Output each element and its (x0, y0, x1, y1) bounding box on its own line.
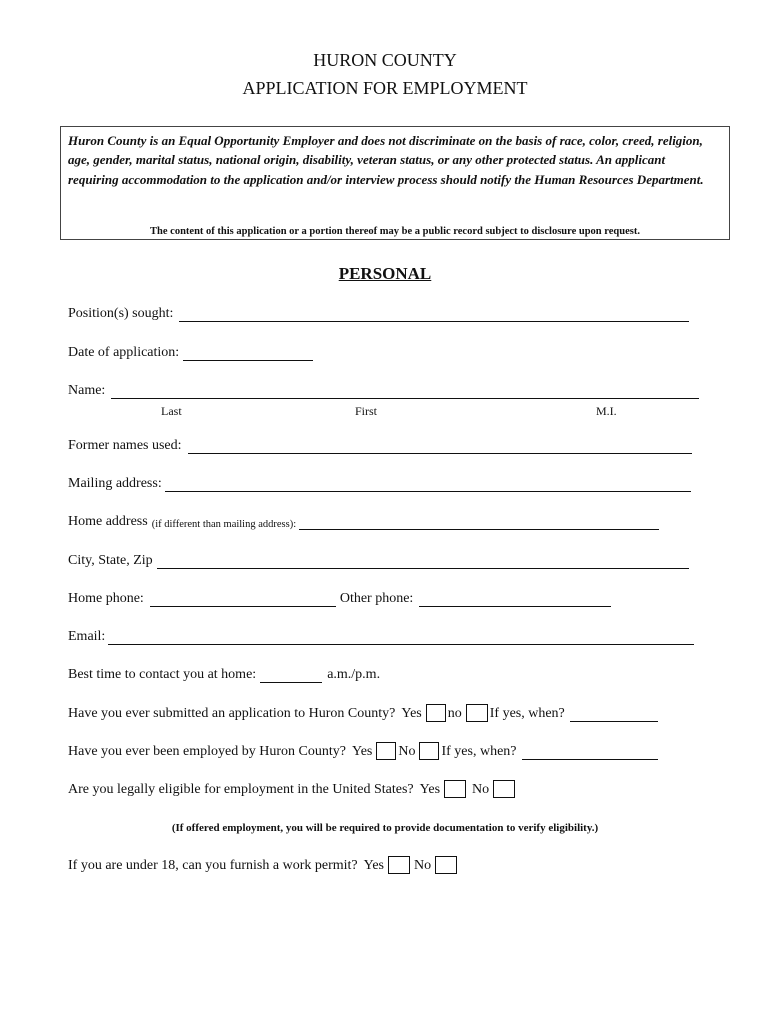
name-mi-caption: M.I. (596, 404, 617, 418)
question-eligible-yes-label: Yes (419, 782, 441, 797)
question-applied-no-checkbox[interactable] (466, 704, 488, 722)
question-eligible-row (68, 780, 517, 798)
city-row (68, 553, 689, 569)
question-permit-yes-label: Yes (363, 858, 384, 873)
date-input[interactable] (183, 346, 313, 361)
name-label: Name: (68, 383, 106, 398)
question-employed-row (68, 742, 658, 760)
question-eligible-text: Are you legally eligible for employment in the United States? (68, 782, 414, 797)
eeo-notice-box (60, 126, 730, 240)
question-eligible-no-checkbox[interactable] (493, 780, 515, 798)
mailing-input[interactable] (165, 477, 691, 492)
question-permit-text: If you are under 18, can you furnish a work permit? (68, 858, 358, 873)
question-employed-no-label: No (398, 744, 416, 759)
question-permit-row (68, 856, 459, 874)
name-first-caption: First (355, 404, 378, 418)
section-heading-personal: PERSONAL (338, 264, 432, 283)
question-permit-yes-checkbox[interactable] (388, 856, 410, 874)
name-last-caption: Last (161, 404, 182, 418)
question-applied-yes-label: Yes (401, 706, 422, 721)
question-employed-when-label: If yes, when? (441, 744, 517, 759)
home-address-input[interactable] (299, 515, 659, 530)
question-permit-no-label: No (414, 858, 432, 873)
question-employed-no-checkbox[interactable] (419, 742, 439, 760)
home-address-note: (if different than mailing address): (151, 519, 297, 530)
name-input[interactable] (111, 384, 699, 399)
question-permit-no-checkbox[interactable] (435, 856, 457, 874)
question-employed-text: Have you ever been employed by Huron County? (68, 744, 346, 759)
city-label: City, State, Zip (68, 553, 153, 568)
eligibility-note: (If offered employment, you will be required to provide documentation to verify eligibility.) (171, 822, 599, 834)
question-eligible-no-label: No (472, 782, 490, 797)
eeo-notice-text: Huron County is an Equal Opportunity Employer and does not discriminate on the basis of race, color, creed, religion, age, gender, marital status, national origin, disability, veteran status, or any other protected status. An applicant requiring accommodation to the application and/or interview process should notify the Human Resources Department. (68, 133, 704, 187)
phone-row (68, 591, 611, 607)
position-input[interactable] (179, 307, 689, 322)
question-employed-yes-label: Yes (351, 744, 373, 759)
home-phone-label: Home phone: (68, 591, 144, 606)
form-subtitle: APPLICATION FOR EMPLOYMENT (242, 78, 528, 98)
form-title: HURON COUNTY (313, 50, 457, 70)
date-label: Date of application: (68, 345, 180, 360)
former-names-input[interactable] (188, 439, 692, 454)
question-eligible-yes-checkbox[interactable] (444, 780, 466, 798)
best-time-label: Best time to contact you at home: (68, 667, 257, 682)
question-applied-yes-checkbox[interactable] (426, 704, 446, 722)
email-row (68, 629, 694, 645)
city-input[interactable] (157, 554, 689, 569)
question-employed-yes-checkbox[interactable] (376, 742, 396, 760)
position-label: Position(s) sought: (68, 306, 174, 321)
date-row (68, 345, 313, 361)
mailing-row (68, 476, 691, 492)
former-names-row (68, 438, 692, 454)
disclosure-text: The content of this application or a portion thereof may be a public record subject to disclosure upon request. (150, 226, 640, 237)
question-applied-when-input[interactable] (570, 707, 658, 722)
other-phone-label: Other phone: (339, 591, 414, 606)
best-time-row (68, 667, 380, 683)
mailing-label: Mailing address: (68, 476, 162, 491)
question-applied-row (68, 704, 658, 722)
question-applied-when-label: If yes, when? (489, 706, 565, 721)
home-address-label: Home address (68, 514, 148, 529)
home-phone-input[interactable] (150, 592, 336, 607)
question-employed-when-input[interactable] (522, 745, 658, 760)
question-applied-text: Have you ever submitted an application to Huron County? (68, 706, 396, 721)
best-time-input[interactable] (260, 668, 322, 683)
former-names-label: Former names used: (68, 438, 182, 453)
best-time-suffix: a.m./p.m. (327, 667, 381, 682)
other-phone-input[interactable] (419, 592, 611, 607)
home-address-row (68, 514, 659, 530)
name-row (68, 383, 699, 399)
email-label: Email: (68, 629, 106, 644)
position-row (68, 306, 689, 322)
email-input[interactable] (108, 630, 694, 645)
question-applied-no-label: no (447, 706, 462, 721)
